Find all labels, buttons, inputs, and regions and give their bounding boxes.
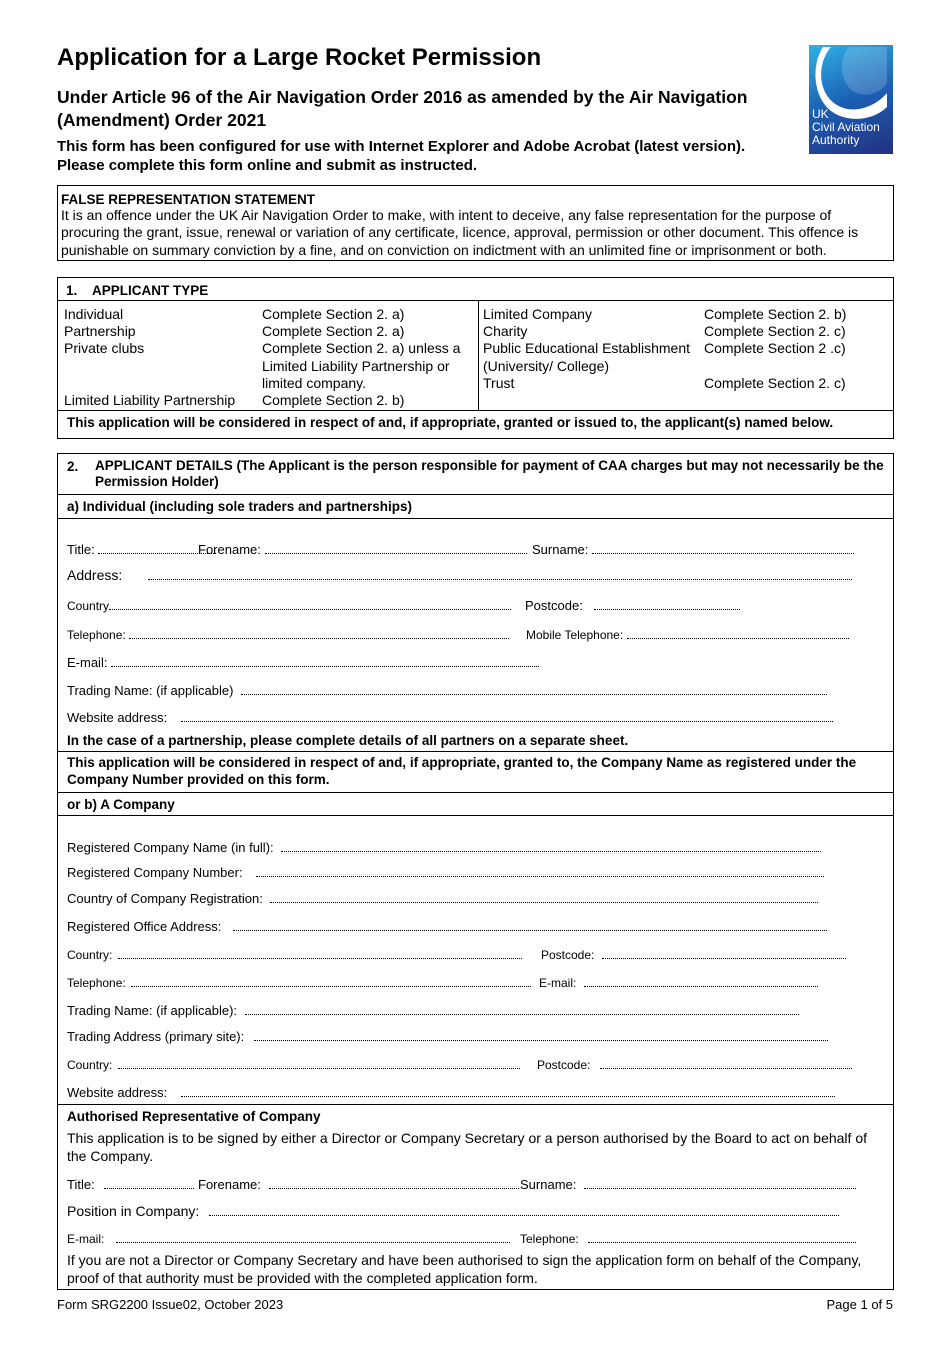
- rep-email-label: E-mail:: [67, 1232, 105, 1246]
- individual-mobile-label: Mobile Telephone:: [526, 628, 624, 642]
- applicant-type-charity: Charity: [483, 323, 528, 339]
- caa-logo: [809, 45, 893, 154]
- rep-heading: Authorised Representative of Company: [67, 1109, 321, 1124]
- applicant-type-public-education-action: Complete Section 2 .c): [704, 340, 846, 356]
- instructions-line-2: Please complete this form online and submit as instructed.: [57, 157, 478, 174]
- individual-postcode-label: Postcode:: [525, 598, 583, 613]
- company-trading-address-field[interactable]: [67, 1028, 828, 1044]
- company-email-label: E-mail:: [539, 976, 577, 990]
- individual-trading-name-field[interactable]: [67, 682, 827, 698]
- rep-position-field[interactable]: [67, 1203, 839, 1219]
- company-reg-number-field[interactable]: [67, 864, 824, 880]
- individual-forename-field[interactable]: [198, 541, 527, 557]
- caa-logo-text: [812, 108, 880, 147]
- applicant-type-limited-company-action: Complete Section 2. b): [704, 306, 847, 322]
- individual-surname-label: Surname:: [532, 542, 589, 557]
- false-representation-text: It is an offence under the UK Air Navigation Order to make, with intent to deceive, any false representation for the purpose of procuring the grant, issue, renewal or variation of any certificate, licence, approval, permission or other document. This offence is punishable on summary conviction by a fine, and on conviction on indictment with an unlimited fine or imprisonment or both.: [61, 207, 859, 258]
- rep-email-field[interactable]: [67, 1230, 510, 1246]
- company-reg-name-label: Registered Company Name (in full):: [67, 840, 274, 855]
- company-telephone-field[interactable]: [67, 974, 531, 990]
- company-reg-country-field[interactable]: [67, 890, 818, 906]
- company-reg-office-field[interactable]: [67, 918, 827, 934]
- company-email-field[interactable]: [539, 974, 818, 990]
- page-title: Application for a Large Rocket Permission: [57, 44, 542, 71]
- individual-website-label: Website address:: [67, 710, 168, 725]
- logo-line-3: Authority: [812, 133, 860, 147]
- page-subtitle: Under Article 96 of the Air Navigation Order 2016 as amended by the Air Navigation (Amendment) Order 2021: [57, 87, 748, 130]
- rep-text: This application is to be signed by either a Director or Company Secretary or a person authorised by the Board to act on behalf of the Company.: [67, 1130, 867, 1164]
- false-representation-heading: FALSE REPRESENTATION STATEMENT: [61, 192, 316, 207]
- partnership-note: In the case of a partnership, please complete details of all partners on a separate sheet.: [67, 733, 629, 748]
- rep-title-label: Title:: [67, 1177, 95, 1192]
- individual-telephone-label: Telephone:: [67, 628, 126, 642]
- rep-position-label: Position in Company:: [67, 1203, 200, 1219]
- individual-surname-field[interactable]: [532, 541, 854, 557]
- company-country2-label: Country:: [67, 1058, 113, 1072]
- individual-country-label: Country: [67, 599, 110, 613]
- company-website-field[interactable]: [67, 1084, 835, 1100]
- company-country-label: Country:: [67, 948, 113, 962]
- logo-line-1: UK: [812, 107, 829, 121]
- form-id: Form SRG2200 Issue02, October 2023: [57, 1297, 284, 1312]
- instructions-line-1: This form has been configured for use with Internet Explorer and Adobe Acrobat (latest version).: [57, 138, 746, 155]
- rep-surname-field[interactable]: [520, 1176, 856, 1192]
- rep-telephone-field[interactable]: [520, 1230, 856, 1246]
- applicant-type-limited-company: Limited Company: [483, 306, 592, 322]
- applicant-type-individual: Individual: [64, 306, 124, 322]
- section-2a-heading: a) Individual (including sole traders and partnerships): [67, 499, 413, 514]
- individual-title-field[interactable]: [67, 541, 216, 557]
- company-trading-address-label: Trading Address (primary site):: [67, 1029, 245, 1044]
- rep-telephone-label: Telephone:: [520, 1232, 579, 1246]
- rep-forename-field[interactable]: [198, 1176, 519, 1192]
- applicant-type-partnership: Partnership: [64, 323, 136, 339]
- company-telephone-label: Telephone:: [67, 976, 126, 990]
- company-reg-country-label: Country of Company Registration:: [67, 891, 263, 906]
- company-country2-field[interactable]: [67, 1056, 520, 1072]
- company-reg-number-label: Registered Company Number:: [67, 865, 243, 880]
- company-postcode-field[interactable]: [541, 946, 846, 962]
- applicant-type-charity-action: Complete Section 2. c): [704, 323, 846, 339]
- individual-mobile-field[interactable]: [526, 626, 849, 642]
- individual-email-field[interactable]: [67, 654, 539, 670]
- applicant-type-llp-action: Complete Section 2. b): [262, 392, 405, 408]
- company-postcode2-field[interactable]: [537, 1056, 852, 1072]
- applicant-type-trust-action: Complete Section 2. c): [704, 375, 846, 391]
- company-consideration-note: This application will be considered in respect of and, if appropriate, granted to, the Company Name as registered under the Company Number provided on this form.: [67, 755, 857, 787]
- company-postcode-label: Postcode:: [541, 948, 595, 962]
- logo-line-2: Civil Aviation: [812, 120, 880, 134]
- section-1-number: 1.: [66, 283, 78, 298]
- individual-forename-label: Forename:: [198, 542, 261, 557]
- false-representation-box: [57, 185, 894, 261]
- company-trading-name-field[interactable]: [67, 1002, 799, 1018]
- individual-telephone-field[interactable]: [67, 626, 509, 642]
- applicant-type-private-clubs: Private clubs: [64, 340, 145, 356]
- section-1-heading: APPLICANT TYPE: [92, 283, 209, 298]
- individual-address-label: Address:: [67, 567, 123, 583]
- applicant-type-private-clubs-action: Complete Section 2. a) unless a Limited Liability Partnership or limited company.: [262, 340, 461, 391]
- applicant-type-section: [57, 277, 894, 439]
- rep-surname-label: Surname:: [520, 1177, 577, 1192]
- applicant-type-public-education: Public Educational Establishment (University/ College): [483, 340, 691, 374]
- company-website-label: Website address:: [67, 1085, 168, 1100]
- applicant-type-trust: Trust: [483, 375, 515, 391]
- section-2-heading: APPLICANT DETAILS (The Applicant is the person responsible for payment of CAA charges but may not necessarily be the Permission Holder): [95, 458, 884, 489]
- company-trading-name-label: Trading Name: (if applicable):: [67, 1003, 238, 1018]
- applicant-type-llp: Limited Liability Partnership: [64, 392, 236, 408]
- company-postcode2-label: Postcode:: [537, 1058, 591, 1072]
- company-country-field[interactable]: [67, 946, 522, 962]
- rep-authority-note: If you are not a Director or Company Secretary and have been authorised to sign the application form on behalf of the Company, proof of that authority must be provided with the completed application form.: [67, 1252, 862, 1286]
- individual-address-field[interactable]: [67, 567, 852, 583]
- section-2b-heading: or b) A Company: [67, 797, 175, 812]
- applicant-details-section: [57, 453, 894, 1290]
- individual-trading-name-label: Trading Name: (if applicable): [67, 683, 234, 698]
- individual-postcode-field[interactable]: [525, 597, 740, 613]
- rep-forename-label: Forename:: [198, 1177, 261, 1192]
- section-1-footer-note: This application will be considered in respect of and, if appropriate, granted or issued to, the applicant(s) named below.: [67, 415, 834, 430]
- applicant-type-partnership-action: Complete Section 2. a): [262, 323, 405, 339]
- individual-title-label: Title:: [67, 542, 95, 557]
- individual-email-label: E-mail:: [67, 655, 108, 670]
- company-reg-office-label: Registered Office Address:: [67, 919, 222, 934]
- individual-country-field[interactable]: [67, 597, 511, 613]
- company-reg-name-field[interactable]: [67, 839, 821, 855]
- instructions: [57, 137, 817, 175]
- rep-title-field[interactable]: [67, 1176, 194, 1192]
- applicant-type-individual-action: Complete Section 2. a): [262, 306, 405, 322]
- page-number: Page 1 of 5: [826, 1297, 893, 1312]
- section-2-number: 2.: [67, 459, 79, 474]
- individual-website-field[interactable]: [67, 709, 833, 725]
